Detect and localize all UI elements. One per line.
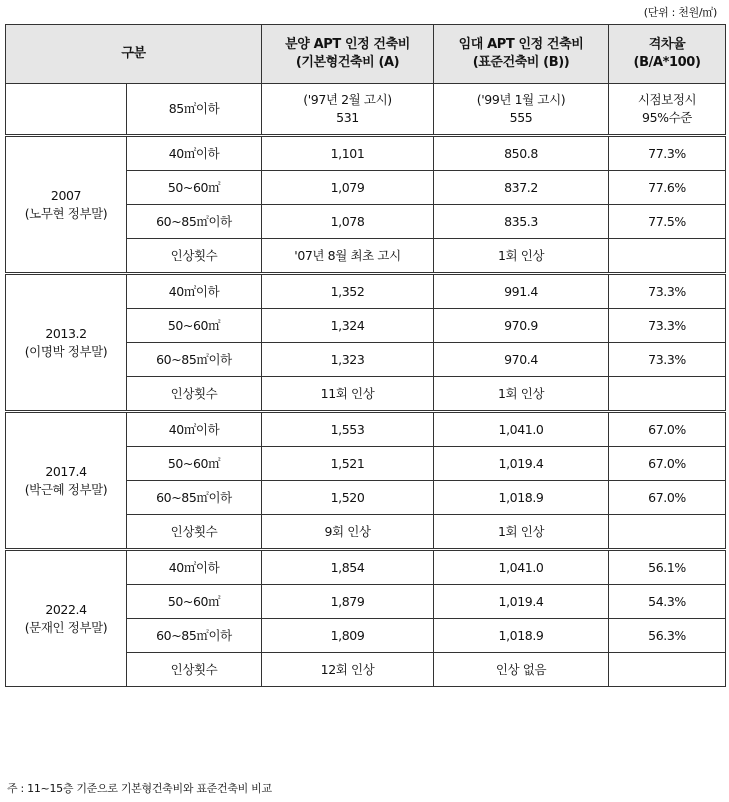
col-c-cell — [609, 239, 726, 274]
baseline-empty-cell — [6, 84, 127, 136]
baseline-c-line2: 95%수준 — [642, 110, 692, 125]
header-col-b — [434, 25, 609, 84]
table-row — [6, 274, 726, 309]
col-c-cell: 73.3% — [609, 343, 726, 377]
baseline-size: 85㎡이하 — [127, 84, 262, 136]
col-c-cell: 67.0% — [609, 481, 726, 515]
col-c-cell — [609, 515, 726, 550]
col-b-cell: 1,041.0 — [434, 412, 609, 447]
size-cell: 60~85㎡이하 — [127, 481, 262, 515]
size-cell: 60~85㎡이하 — [127, 343, 262, 377]
unit-label: (단위 : 천원/㎡) — [643, 6, 717, 19]
col-b-cell: 1,019.4 — [434, 585, 609, 619]
col-a-cell: 1,079 — [262, 171, 434, 205]
col-b-cell: 1,018.9 — [434, 619, 609, 653]
col-a-cell: 1,324 — [262, 309, 434, 343]
size-cell: 60~85㎡이하 — [127, 619, 262, 653]
header-col-c-line2: (B/A*100) — [633, 55, 701, 70]
col-b-cell: 1회 인상 — [434, 239, 609, 274]
period-government: (박근혜 정부말) — [24, 481, 108, 497]
baseline-a-line2: 531 — [336, 110, 359, 125]
col-c-cell: 73.3% — [609, 309, 726, 343]
col-c-cell — [609, 653, 726, 687]
col-c-cell: 56.1% — [609, 550, 726, 585]
col-c-cell: 67.0% — [609, 447, 726, 481]
header-col-a — [262, 25, 434, 84]
size-cell: 40㎡이하 — [127, 412, 262, 447]
baseline-a — [262, 84, 434, 136]
col-c-cell: 77.5% — [609, 205, 726, 239]
header-col-b-line1: 임대 APT 인정 건축비 — [458, 37, 584, 52]
col-c-cell: 77.3% — [609, 136, 726, 171]
size-cell: 인상횟수 — [127, 653, 262, 687]
col-a-cell: 1,521 — [262, 447, 434, 481]
col-a-cell: 1,553 — [262, 412, 434, 447]
table-row — [6, 550, 726, 585]
size-cell: 40㎡이하 — [127, 274, 262, 309]
table-row — [6, 412, 726, 447]
period-government: (문재인 정부말) — [24, 619, 108, 635]
period-cell — [6, 550, 127, 687]
table-row — [6, 136, 726, 171]
size-cell: 인상횟수 — [127, 377, 262, 412]
baseline-a-line1: ('97년 2월 고시) — [303, 92, 392, 107]
header-row — [6, 25, 726, 84]
col-c-cell: 56.3% — [609, 619, 726, 653]
baseline-b — [434, 84, 609, 136]
col-b-cell: 837.2 — [434, 171, 609, 205]
period-cell — [6, 412, 127, 550]
construction-cost-table — [5, 24, 726, 687]
col-c-cell: 77.6% — [609, 171, 726, 205]
period-year: 2022.4 — [45, 601, 87, 617]
size-cell: 인상횟수 — [127, 239, 262, 274]
size-cell: 인상횟수 — [127, 515, 262, 550]
col-b-cell: 850.8 — [434, 136, 609, 171]
size-cell: 40㎡이하 — [127, 550, 262, 585]
size-cell: 50~60㎡ — [127, 171, 262, 205]
col-c-cell: 73.3% — [609, 274, 726, 309]
period-year: 2013.2 — [45, 325, 87, 341]
baseline-c-line1: 시점보정시 — [637, 92, 697, 107]
col-a-cell: 1,352 — [262, 274, 434, 309]
col-a-cell: 1,101 — [262, 136, 434, 171]
col-a-cell: 1,854 — [262, 550, 434, 585]
col-b-cell: 1회 인상 — [434, 377, 609, 412]
baseline-row — [6, 84, 726, 136]
period-year: 2017.4 — [45, 463, 87, 479]
col-a-cell: 1,879 — [262, 585, 434, 619]
header-col-c — [609, 25, 726, 84]
header-col-a-line2: (기본형건축비 (A) — [295, 55, 400, 70]
col-b-cell: 1회 인상 — [434, 515, 609, 550]
col-b-cell: 1,018.9 — [434, 481, 609, 515]
footnote: 주 : 11~15층 기준으로 기본형건축비와 표준건축비 비교 — [7, 782, 272, 795]
baseline-c — [609, 84, 726, 136]
header-category: 구분 — [6, 25, 262, 84]
size-cell: 50~60㎡ — [127, 447, 262, 481]
col-b-cell: 970.4 — [434, 343, 609, 377]
col-c-cell: 67.0% — [609, 412, 726, 447]
col-a-cell: 1,809 — [262, 619, 434, 653]
size-cell: 60~85㎡이하 — [127, 205, 262, 239]
col-b-cell: 1,019.4 — [434, 447, 609, 481]
period-cell — [6, 136, 127, 274]
col-b-cell: 인상 없음 — [434, 653, 609, 687]
col-c-cell — [609, 377, 726, 412]
header-col-b-line2: (표준건축비 (B)) — [472, 55, 570, 70]
header-col-c-line1: 격차율 — [648, 37, 686, 52]
col-a-cell: 1,520 — [262, 481, 434, 515]
col-a-cell: 1,323 — [262, 343, 434, 377]
col-c-cell: 54.3% — [609, 585, 726, 619]
col-b-cell: 970.9 — [434, 309, 609, 343]
col-b-cell: 1,041.0 — [434, 550, 609, 585]
baseline-b-line1: ('99년 1월 고시) — [476, 92, 566, 107]
size-cell: 50~60㎡ — [127, 309, 262, 343]
period-government: (이명박 정부말) — [24, 343, 108, 359]
baseline-b-line2: 555 — [509, 110, 533, 125]
col-a-cell: 11회 인상 — [262, 377, 434, 412]
period-cell — [6, 274, 127, 412]
col-b-cell: 835.3 — [434, 205, 609, 239]
col-a-cell: 12회 인상 — [262, 653, 434, 687]
size-cell: 50~60㎡ — [127, 585, 262, 619]
col-a-cell: '07년 8월 최초 고시 — [262, 239, 434, 274]
size-cell: 40㎡이하 — [127, 136, 262, 171]
period-government: (노무현 정부말) — [24, 205, 108, 221]
header-col-a-line1: 분양 APT 인정 건축비 — [285, 37, 410, 52]
col-a-cell: 1,078 — [262, 205, 434, 239]
period-year: 2007 — [50, 187, 82, 203]
col-b-cell: 991.4 — [434, 274, 609, 309]
col-a-cell: 9회 인상 — [262, 515, 434, 550]
